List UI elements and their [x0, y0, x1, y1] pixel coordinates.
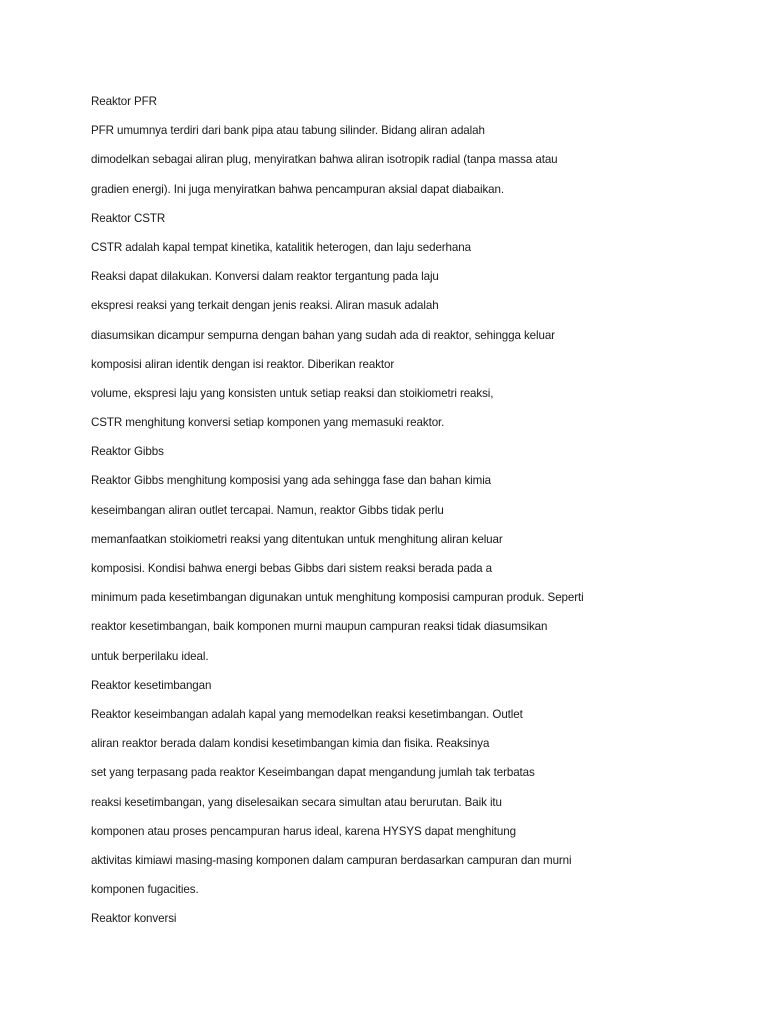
text-line: Reaktor kesetimbangan	[91, 678, 212, 692]
text-line: diasumsikan dicampur sempurna dengan bahan yang sudah ada di reaktor, sehingga keluar	[91, 328, 555, 342]
text-line: komponen fugacities.	[91, 883, 199, 897]
text-line: Reaktor Gibbs	[91, 445, 164, 459]
text-line: PFR umumnya terdiri dari bank pipa atau tabung silinder. Bidang aliran adalah	[91, 124, 485, 138]
text-line: untuk berperilaku ideal.	[91, 649, 209, 663]
text-line: Reaksi dapat dilakukan. Konversi dalam reaktor tergantung pada laju	[91, 270, 439, 284]
text-line: reaktor kesetimbangan, baik komponen murni maupun campuran reaksi tidak diasumsikan	[91, 620, 548, 634]
text-line: keseimbangan aliran outlet tercapai. Namun, reaktor Gibbs tidak perlu	[91, 503, 444, 517]
text-line: minimum pada kesetimbangan digunakan untuk menghitung komposisi campuran produk. Seperti	[91, 591, 584, 605]
text-line: aktivitas kimiawi masing-masing komponen dalam campuran berdasarkan campuran dan murni	[91, 853, 572, 867]
text-line: CSTR adalah kapal tempat kinetika, katalitik heterogen, dan laju sederhana	[91, 240, 471, 254]
text-line: Reaktor keseimbangan adalah kapal yang memodelkan reaksi kesetimbangan. Outlet	[91, 707, 523, 721]
document-body	[91, 92, 751, 938]
text-line: set yang terpasang pada reaktor Keseimbangan dapat mengandung jumlah tak terbatas	[91, 766, 535, 780]
text-line: komposisi aliran identik dengan isi reaktor. Diberikan reaktor	[91, 357, 395, 371]
text-line: aliran reaktor berada dalam kondisi kesetimbangan kimia dan fisika. Reaksinya	[91, 737, 490, 751]
text-line: Reaktor Gibbs menghitung komposisi yang ada sehingga fase dan bahan kimia	[91, 474, 492, 488]
text-line: gradien energi). Ini juga menyiratkan bahwa pencampuran aksial dapat diabaikan.	[91, 182, 504, 196]
text-line: dimodelkan sebagai aliran plug, menyiratkan bahwa aliran isotropik radial (tanpa massa atau	[91, 153, 558, 167]
text-line: Reaktor konversi	[91, 912, 177, 926]
text-line: Reaktor CSTR	[91, 211, 166, 225]
text-line: ekspresi reaksi yang terkait dengan jenis reaksi. Aliran masuk adalah	[91, 299, 439, 313]
text-line: Reaktor PFR	[91, 95, 157, 108]
text-line: CSTR menghitung konversi setiap komponen yang memasuki reaktor.	[91, 416, 445, 430]
text-line: komposisi. Kondisi bahwa energi bebas Gibbs dari sistem reaksi berada pada a	[91, 562, 492, 575]
text-line: volume, ekspresi laju yang konsisten untuk setiap reaksi dan stoikiometri reaksi,	[91, 386, 494, 400]
text-line: komponen atau proses pencampuran harus ideal, karena HYSYS dapat menghitung	[91, 824, 516, 838]
text-line: reaksi kesetimbangan, yang diselesaikan secara simultan atau berurutan. Baik itu	[91, 795, 502, 809]
text-line: memanfaatkan stoikiometri reaksi yang ditentukan untuk menghitung aliran keluar	[91, 532, 503, 546]
